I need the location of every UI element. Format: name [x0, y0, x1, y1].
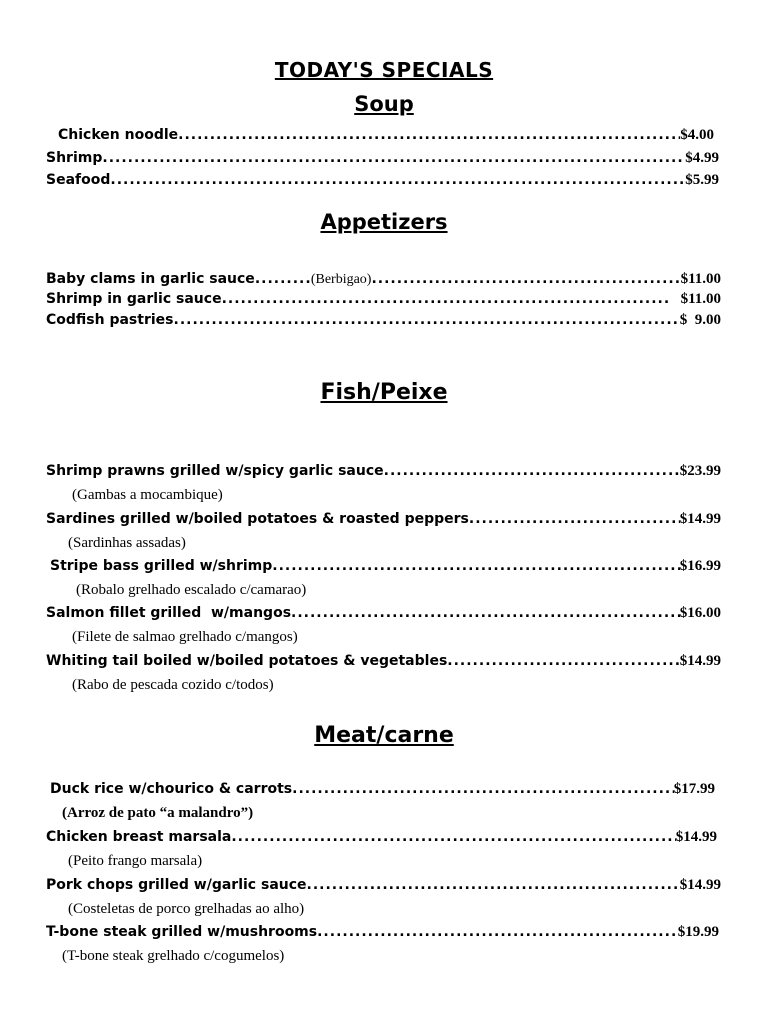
item-translation: (Peito frango marsala) — [68, 853, 203, 869]
dot-leader — [231, 827, 675, 847]
menu-item-baby-clams — [46, 269, 721, 289]
menu-item-shrimp-soup — [46, 148, 719, 168]
item-price: $11.00 — [680, 271, 721, 287]
menu-title: TODAY'S SPECIALS — [274, 58, 494, 82]
section-heading-fish: Fish/Peixe — [320, 380, 448, 405]
menu-item-whiting-tail — [46, 651, 721, 671]
dot-leader — [291, 603, 680, 623]
item-name: Duck rice w/chourico & carrots — [50, 781, 293, 797]
item-name: Baby clams in garlic sauce — [46, 271, 255, 287]
item-translation: (Costeletas de porco grelhadas ao alho) — [68, 901, 305, 917]
section-heading-soup: Soup — [354, 92, 414, 116]
dot-leader — [222, 289, 671, 309]
menu-item-pork-chops — [46, 875, 721, 895]
item-price: $14.99 — [679, 511, 721, 527]
item-translation: (T-bone steak grelhado c/cogumelos) — [62, 948, 285, 964]
item-translation: (Sardinhas assadas) — [68, 535, 186, 551]
item-name: Sardines grilled w/boiled potatoes & roasted peppers — [46, 511, 469, 527]
item-translation: (Robalo grelhado escalado c/camarao) — [76, 582, 307, 598]
item-price: $4.99 — [685, 150, 719, 166]
item-price: $ 9.00 — [679, 312, 721, 328]
item-price: $17.99 — [673, 781, 715, 797]
menu-item-stripe-bass — [50, 556, 721, 576]
item-translation: (Gambas a mocambique) — [72, 487, 223, 503]
item-name: Codfish pastries — [46, 312, 174, 328]
dot-leader — [371, 269, 680, 289]
item-name: Pork chops grilled w/garlic sauce — [46, 877, 307, 893]
dot-leader — [255, 269, 311, 289]
dot-leader — [174, 310, 680, 330]
menu-item-sardines — [46, 509, 721, 529]
item-price: $16.99 — [679, 558, 721, 574]
dot-leader — [110, 170, 685, 190]
section-heading-meat: Meat/carne — [314, 723, 454, 748]
dot-leader — [272, 556, 680, 576]
item-price: $14.99 — [679, 877, 721, 893]
item-price: $14.99 — [679, 653, 721, 669]
menu-item-t-bone-steak — [46, 922, 719, 942]
item-name: Shrimp — [46, 150, 103, 166]
item-price: $14.99 — [675, 829, 717, 845]
item-translation: (Filete de salmao grelhado c/mangos) — [72, 629, 298, 645]
item-name: Chicken breast marsala — [46, 829, 232, 845]
item-name: Chicken noodle — [58, 127, 179, 143]
dot-leader — [447, 651, 679, 671]
item-price: $5.99 — [685, 172, 719, 188]
dot-leader — [307, 875, 680, 895]
section-heading-appetizers: Appetizers — [320, 210, 448, 234]
dot-leader — [469, 509, 680, 529]
item-name: Shrimp prawns grilled w/spicy garlic sauce — [46, 463, 384, 479]
menu-item-shrimp-prawns — [46, 461, 721, 481]
item-price: $11.00 — [680, 291, 721, 307]
item-name: Seafood — [46, 172, 111, 188]
dot-leader — [292, 779, 674, 799]
menu-item-chicken-noodle — [58, 125, 714, 145]
item-name: Shrimp in garlic sauce — [46, 291, 222, 307]
item-price: $16.00 — [679, 605, 721, 621]
item-translation: (Rabo de pescada cozido c/todos) — [72, 677, 274, 693]
item-name: Whiting tail boiled w/boiled potatoes & vegetables — [46, 653, 448, 669]
menu-item-seafood-soup — [46, 170, 719, 190]
item-price: $19.99 — [677, 924, 719, 940]
menu-item-codfish-pastries — [46, 310, 721, 330]
item-name: Stripe bass grilled w/shrimp — [50, 558, 273, 574]
item-note: (Berbigao) — [310, 272, 372, 287]
item-name: Salmon fillet grilled w/mangos — [46, 605, 292, 621]
dot-leader — [178, 125, 680, 145]
dot-leader — [384, 461, 680, 481]
item-price: $4.00 — [680, 127, 714, 143]
dot-leader — [317, 922, 678, 942]
item-name: T-bone steak grilled w/mushrooms — [46, 924, 318, 940]
menu-item-chicken-breast — [46, 827, 717, 847]
menu-item-shrimp-garlic — [46, 289, 721, 309]
menu-item-salmon-fillet — [46, 603, 721, 623]
item-price: $23.99 — [679, 463, 721, 479]
menu-item-duck-rice — [50, 779, 715, 799]
item-translation: (Arroz de pato “a malandro”) — [62, 805, 254, 821]
dot-leader — [102, 148, 685, 168]
